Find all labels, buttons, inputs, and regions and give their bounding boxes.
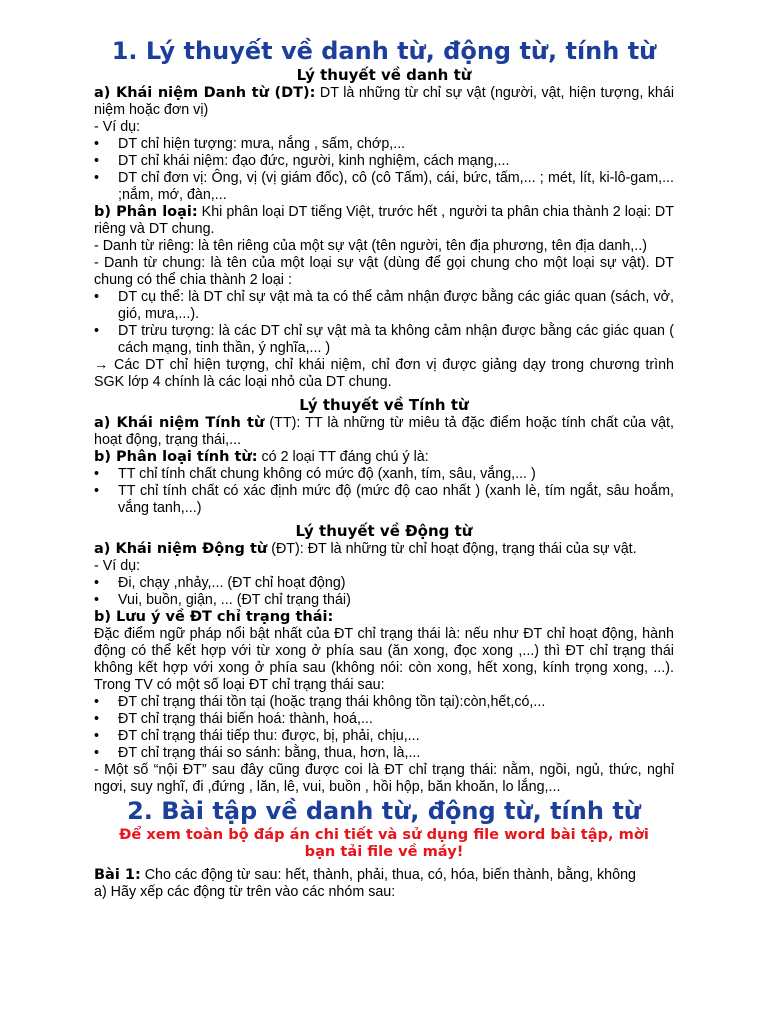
list-item: • ĐT chỉ trạng thái biến hoá: thành, hoá,... — [94, 711, 674, 728]
noun-classification — [94, 204, 674, 238]
list-item: • DT trừu tượng: là các DT chỉ sự vật mà ta không cảm nhận được bằng các giác quan ( cách mạng, tinh thần, ý nghĩa,... ) — [94, 323, 674, 357]
verb-definition-text: (ĐT): ĐT là những từ chỉ hoạt động, trạng thái của sự vật. — [267, 541, 637, 557]
list-item: • Đi, chạy ,nhảy,... (ĐT chỉ hoạt động) — [94, 575, 674, 592]
list-item: • TT chỉ tính chất có xác định mức độ (mức độ cao nhất ) (xanh lè, tím ngắt, sâu hoắm, vắng tanh,...) — [94, 483, 674, 517]
exercise-1 — [94, 867, 674, 884]
noun-definition-label: a) Khái niệm Danh từ (DT): — [94, 85, 316, 101]
list-item: • DT chỉ khái niệm: đạo đức, người, kinh nghiệm, cách mạng,... — [94, 153, 674, 170]
list-item: • ĐT chỉ trạng thái tồn tại (hoặc trạng thái không tồn tại):còn,hết,có,... — [94, 694, 674, 711]
verb-definition — [94, 541, 674, 558]
noun-types-list — [94, 289, 674, 357]
noun-examples-list — [94, 136, 674, 204]
list-item: • ĐT chỉ trạng thái tiếp thu: được, bị, phải, chịu,... — [94, 728, 674, 745]
adjective-definition-label: a) Khái niệm Tính từ — [94, 415, 265, 431]
download-notice: Để xem toàn bộ đáp án chi tiết và sử dụng file word bài tập, mời bạn tải file về máy! — [119, 826, 649, 860]
common-noun-text: - Danh từ chung: là tên của một loại sự vật (dùng để gọi chung cho một loại sự vật). DT chung có thể chia thành 2 loại : — [94, 255, 674, 288]
section-title-theory: 1. Lý thuyết về danh từ, động từ, tính từ — [111, 37, 657, 65]
list-item: • TT chỉ tính chất chung không có mức độ (xanh, tím, sâu, vắng,... ) — [94, 466, 674, 483]
verb-note: - Một số “nội ĐT” sau đây cũng được coi là ĐT chỉ trạng thái: nằm, ngồi, ngủ, thức, nghỉ ngơi, suy nghĩ, đi ,đứng , lăn, lê, vui, buồn , hồi hộp, băn khoăn, lo lắng,... — [94, 762, 674, 795]
verb-state-note-text: Đặc điểm ngữ pháp nổi bật nhất của ĐT chỉ trạng thái là: nếu như ĐT chỉ hoạt động, hành động có thể kết hợp với từ xong ở phía sau (ăn xong, đọc xong ,...) thì ĐT chỉ trạng thái không kết hợp với xong ở phía sau (không nói: còn xong, hết xong, kính trọng xong, ...). Trong TV có một số loại ĐT chỉ trạng thái sau: — [94, 626, 674, 693]
list-item: • DT chỉ đơn vị: Ông, vị (vị giám đốc), cô (cô Tấm), cái, bức, tấm,... ; mét, lít, ki-lô-gam,... ;nắm, mớ, đàn,... — [94, 170, 674, 204]
list-item: • DT cụ thể: là DT chỉ sự vật mà ta có thể cảm nhận được bằng các giác quan (sách, vở, gió, mưa,...). — [94, 289, 674, 323]
verb-state-note-heading — [94, 609, 674, 626]
adjective-classification-label: b) Phân loại tính từ: — [94, 449, 258, 465]
noun-classification-text: Khi phân loại DT tiếng Việt, trước hết , người ta phân chia thành 2 loại: DT riêng và DT chung. — [94, 204, 674, 237]
verb-state-note-label: b) Lưu ý về ĐT chỉ trạng thái: — [94, 609, 334, 625]
exercise-1-label: Bài 1: — [94, 867, 141, 883]
adjective-classification — [94, 449, 674, 466]
heading-adjective-theory: Lý thuyết về Tính từ — [299, 396, 469, 414]
list-item: • DT chỉ hiện tượng: mưa, nắng , sấm, chớp,... — [94, 136, 674, 153]
exercise-1-task: a) Hãy xếp các động từ trên vào các nhóm sau: — [94, 884, 396, 900]
adjective-definition — [94, 415, 674, 449]
noun-note: → Các DT chỉ hiện tượng, chỉ khái niệm, chỉ đơn vị được giảng dạy trong chương trình SGK lớp 4 chính là các loại nhỏ của DT chung. — [94, 357, 674, 390]
noun-definition-text: DT là những từ chỉ sự vật (người, vật, hiện tượng, khái niệm hoặc đơn vị) — [94, 85, 674, 118]
adjective-classification-text: có 2 loại TT đáng chú ý là: — [257, 449, 429, 465]
verb-example-label: - Ví dụ: — [94, 558, 141, 574]
heading-noun-theory: Lý thuyết về danh từ — [296, 66, 472, 84]
verb-definition-label: a) Khái niệm Động từ — [94, 541, 268, 557]
noun-example-label: - Ví dụ: — [94, 119, 141, 135]
exercise-1-text: Cho các động từ sau: hết, thành, phải, thua, có, hóa, biến thành, bằng, không — [140, 867, 636, 883]
list-item: • Vui, buồn, giận, ... (ĐT chỉ trạng thái) — [94, 592, 674, 609]
verb-states-list — [94, 694, 674, 762]
verb-examples-list — [94, 575, 674, 609]
noun-classification-label: b) Phân loại: — [94, 204, 198, 220]
heading-verb-theory: Lý thuyết về Động từ — [295, 522, 473, 540]
adjective-types-list — [94, 466, 674, 517]
list-item: • ĐT chỉ trạng thái so sánh: bằng, thua, hơn, là,... — [94, 745, 674, 762]
section-title-exercises: 2. Bài tập về danh từ, động từ, tính từ — [127, 797, 641, 825]
adjective-definition-text: (TT): TT là những từ miêu tả đặc điểm hoặc tính chất của vật, hoạt động, trạng thái,... — [94, 415, 675, 448]
noun-definition — [94, 85, 674, 119]
proper-noun-text: - Danh từ riêng: là tên riêng của một sự vật (tên người, tên địa phương, tên địa danh,..) — [94, 238, 647, 254]
